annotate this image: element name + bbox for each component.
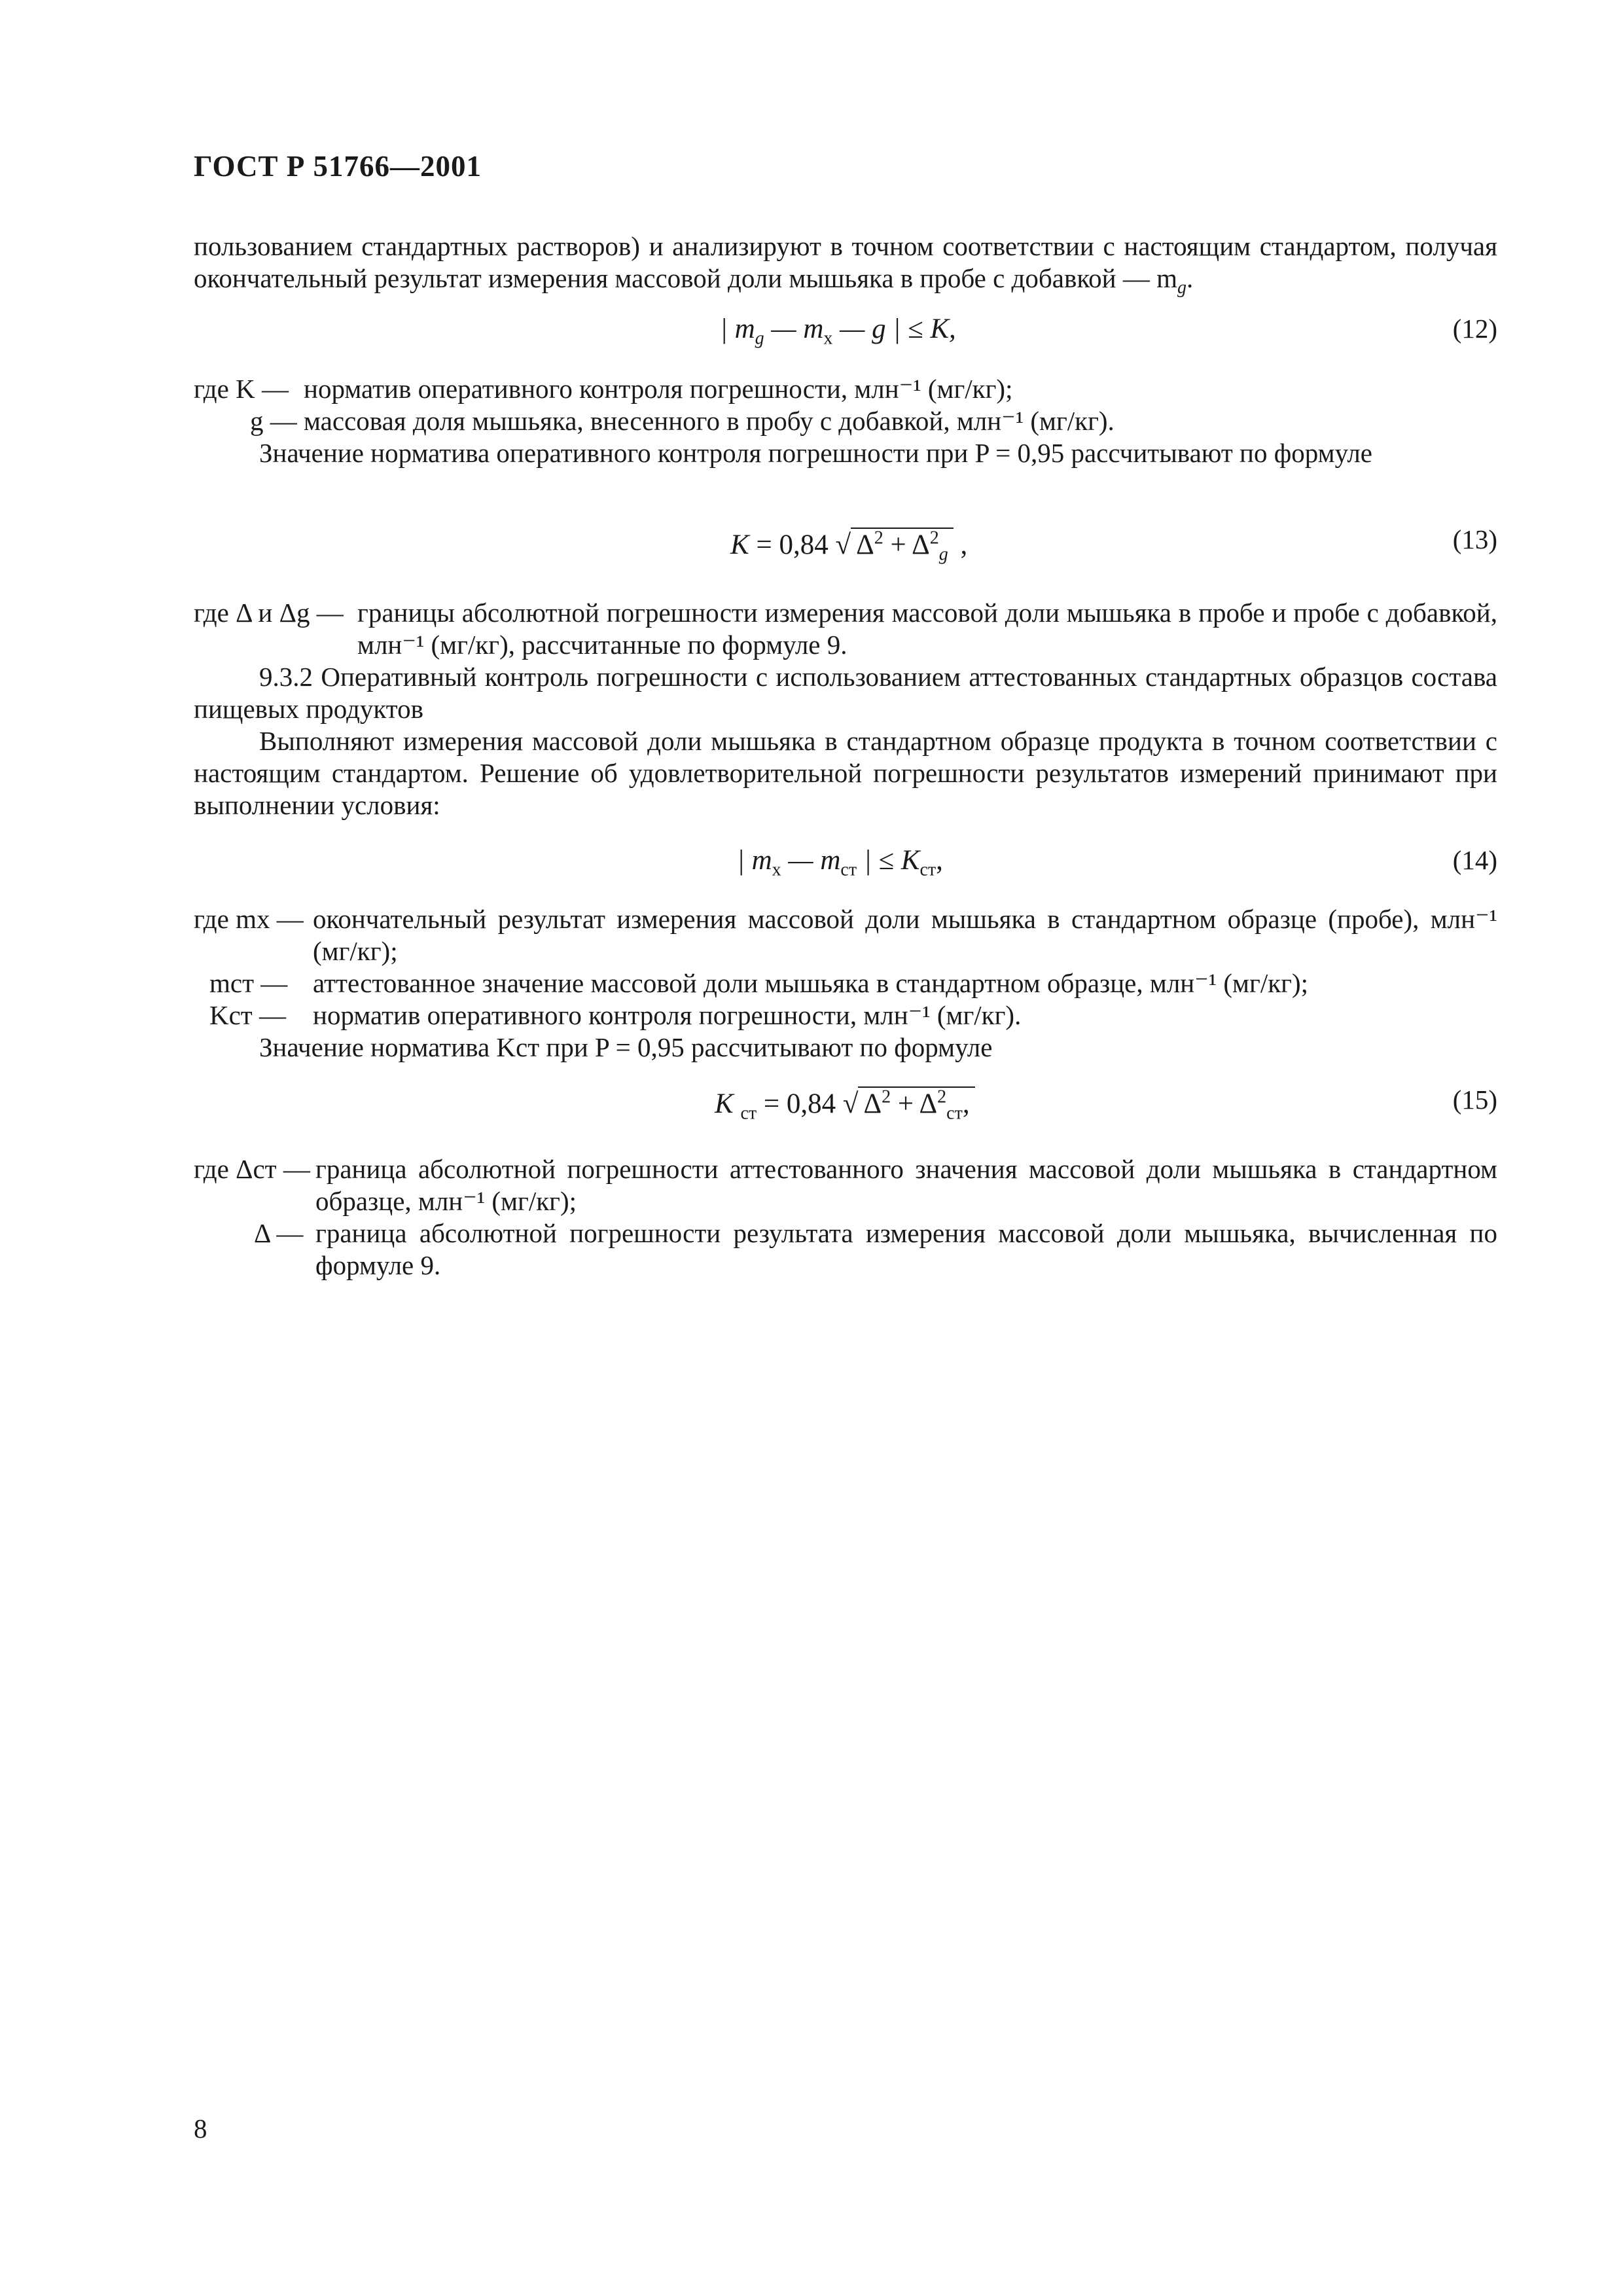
equation-12-number: (12) — [1452, 314, 1497, 344]
equation-12: | $m_g$ — $m_х$ — g | ≤ K, — [720, 314, 956, 349]
def-term: g — — [250, 406, 297, 436]
def-term: где Δст — — [194, 1154, 310, 1184]
def-body: норматив оперативного контроля погрешности, млн⁻¹ (мг/кг). — [313, 1000, 1022, 1030]
def-body: окончательный результат измерения массовой доли мышьяка в стандартном образце (пробе), млн⁻¹ (мг/кг); — [313, 904, 1497, 966]
section-9-3-2: 9.3.2 Оперативный контроль погрешности с использованием аттестованных стандартных образцов состава пищевых продуктов — [194, 662, 1497, 724]
def-term: где K — — [194, 374, 289, 404]
def-term: где Δ и Δg — — [194, 598, 344, 628]
intro-subscript: g — [1177, 278, 1187, 298]
def-term: Kст — — [209, 1000, 286, 1030]
def-body: границы абсолютной погрешности измерения массовой доли мышьяка в пробе и пробе с добавкой, млн⁻¹ (мг/кг), рассчитанные по формуле 9. — [357, 598, 1497, 660]
norm15-paragraph: Значение норматива Kст при P = 0,95 рассчитывают по формуле — [259, 1032, 993, 1062]
equation-15: K $_{ст}$ = 0,84 √ $\Delta^2 + \Delta^2_{ст}$, — [715, 1086, 975, 1120]
sqrt-symbol: √ $\Delta^2 + \Delta^2_{ст}$, — [843, 1086, 975, 1120]
def-term: где mx — — [194, 904, 304, 934]
document-header: ГОСТ Р 51766—2001 — [194, 150, 482, 183]
def-body: массовая доля мышьяка, внесенного в пробу с добавкой, млн⁻¹ (мг/кг). — [304, 406, 1115, 436]
equation-14: | $m_х$ — $m_{ст}$ | ≤ $K_{ст}$, — [737, 845, 943, 880]
sqrt-symbol: √ $\Delta^2 + \Delta^2_g$ — [835, 528, 953, 561]
equation-13-number: (13) — [1452, 524, 1497, 554]
equation-14-number: (14) — [1452, 845, 1497, 875]
page-number: 8 — [194, 2113, 207, 2144]
exec-paragraph: Выполняют измерения массовой доли мышьяка в стандартном образце продукта в точном соответствии с настоящим стандартом. Решение об удовлетворительной погрешности результатов измерений принимают при выполнении условия: — [194, 726, 1497, 820]
def-term: Δ — — [254, 1218, 304, 1248]
intro-text: пользованием стандартных растворов) и анализируют в точном соответствии с настоящим стандартом, получая окончательный результат измерения массовой доли мышьяка в пробе с добавкой — m — [194, 231, 1497, 293]
intro-paragraph: пользованием стандартных растворов) и анализируют в точном соответствии с настоящим стандартом, получая окончательный результат измерения массовой доли мышьяка в пробе с добавкой — $m_g$. — [194, 231, 1497, 298]
equation-15-number: (15) — [1452, 1085, 1497, 1115]
norm13-paragraph: Значение норматива оперативного контроля погрешности при P = 0,95 рассчитывают по формуле — [259, 438, 1372, 468]
def-term: mст — — [209, 968, 288, 998]
def-body: граница абсолютной погрешности аттестованного значения массовой доли мышьяка в стандартном образце, млн⁻¹ (мг/кг); — [315, 1154, 1497, 1216]
def-body: аттестованное значение массовой доли мышьяка в стандартном образце, млн⁻¹ (мг/кг); — [313, 968, 1308, 998]
def-body: норматив оперативного контроля погрешности, млн⁻¹ (мг/кг); — [304, 374, 1013, 404]
def-body: граница абсолютной погрешности результата измерения массовой доли мышьяка, вычисленная по формуле 9. — [315, 1218, 1497, 1280]
equation-13: K = 0,84 √ $\Delta^2 + \Delta^2_g$ , — [730, 528, 968, 565]
